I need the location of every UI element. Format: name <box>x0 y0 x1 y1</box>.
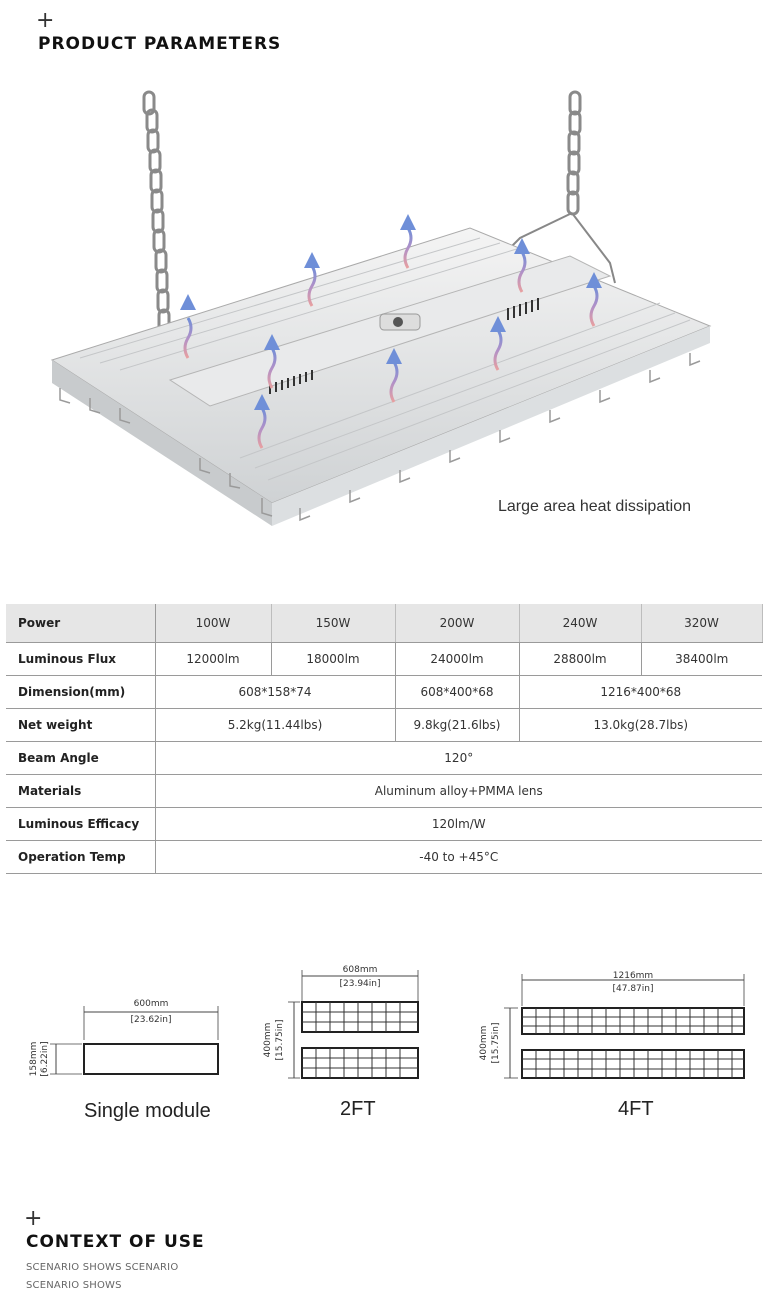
weight-label: Net weight <box>6 708 155 741</box>
two-ft-width-mm: 608mm <box>342 965 378 975</box>
power-320w: 320W <box>641 604 762 642</box>
flux-value: 24000lm <box>395 642 519 675</box>
table-row <box>6 807 762 840</box>
dimension-drawings <box>0 950 768 1090</box>
temp-value: -40 to +45°C <box>155 840 762 873</box>
two-ft-height-in: [15.75in] <box>275 1019 285 1061</box>
table-row <box>6 642 762 675</box>
table-row <box>6 774 762 807</box>
two-ft-width-in: [23.94in] <box>339 979 381 989</box>
dimension-value: 1216*400*68 <box>519 675 762 708</box>
flux-value: 38400lm <box>641 642 762 675</box>
beam-label: Beam Angle <box>6 741 155 774</box>
two-ft-height-mm: 400mm <box>263 1022 273 1058</box>
materials-label: Materials <box>6 774 155 807</box>
four-ft-width-mm: 1216mm <box>612 971 654 981</box>
scenario-text: SCENARIO SHOWS SCENARIO <box>26 1262 179 1273</box>
beam-value: 120° <box>155 741 762 774</box>
high-bay-light-image <box>40 88 730 538</box>
section-title-context: CONTEXT OF USE <box>26 1232 205 1252</box>
single-width-in: [23.62in] <box>130 1015 172 1025</box>
hero-caption: Large area heat dissipation <box>498 498 692 515</box>
power-100w: 100W <box>155 604 271 642</box>
weight-value: 9.8kg(21.6lbs) <box>395 708 519 741</box>
flux-value: 18000lm <box>271 642 395 675</box>
plus-icon: + <box>36 8 55 33</box>
spec-table <box>6 604 763 874</box>
product-illustration <box>40 88 730 538</box>
table-row <box>6 604 762 642</box>
page-title: PRODUCT PARAMETERS <box>38 34 282 54</box>
weight-value: 5.2kg(11.44lbs) <box>155 708 395 741</box>
flux-value: 28800lm <box>519 642 641 675</box>
flux-value: 12000lm <box>155 642 271 675</box>
scenario-text: SCENARIO SHOWS <box>26 1280 122 1291</box>
power-label: Power <box>6 604 155 642</box>
efficacy-value: 120lm/W <box>155 807 762 840</box>
flux-label: Luminous Flux <box>6 642 155 675</box>
table-row <box>6 708 762 741</box>
dimension-label: Dimension(mm) <box>6 675 155 708</box>
single-module-drawing <box>29 999 218 1077</box>
single-height-in: [6.22in] <box>40 1041 50 1077</box>
plus-icon: + <box>24 1206 43 1231</box>
single-module-label: Single module <box>84 1100 211 1122</box>
power-150w: 150W <box>271 604 395 642</box>
four-ft-label: 4FT <box>618 1098 654 1120</box>
single-height-mm: 158mm <box>29 1041 39 1077</box>
chain-right <box>568 92 580 214</box>
chain-left <box>144 92 169 332</box>
dimension-diagrams <box>0 950 768 1130</box>
weight-value: 13.0kg(28.7lbs) <box>519 708 762 741</box>
dimension-value: 608*158*74 <box>155 675 395 708</box>
efficacy-label: Luminous Efficacy <box>6 807 155 840</box>
power-200w: 200W <box>395 604 519 642</box>
power-240w: 240W <box>519 604 641 642</box>
table-row <box>6 840 762 873</box>
two-ft-drawing <box>263 965 418 1078</box>
table-row <box>6 675 762 708</box>
four-ft-height-in: [15.75in] <box>491 1022 501 1064</box>
temp-label: Operation Temp <box>6 840 155 873</box>
two-ft-label: 2FT <box>340 1098 376 1120</box>
table-row <box>6 741 762 774</box>
dimension-value: 608*400*68 <box>395 675 519 708</box>
four-ft-drawing <box>479 971 744 1078</box>
materials-value: Aluminum alloy+PMMA lens <box>155 774 762 807</box>
four-ft-width-in: [47.87in] <box>612 984 654 994</box>
single-width-mm: 600mm <box>133 999 169 1009</box>
four-ft-height-mm: 400mm <box>479 1025 489 1061</box>
